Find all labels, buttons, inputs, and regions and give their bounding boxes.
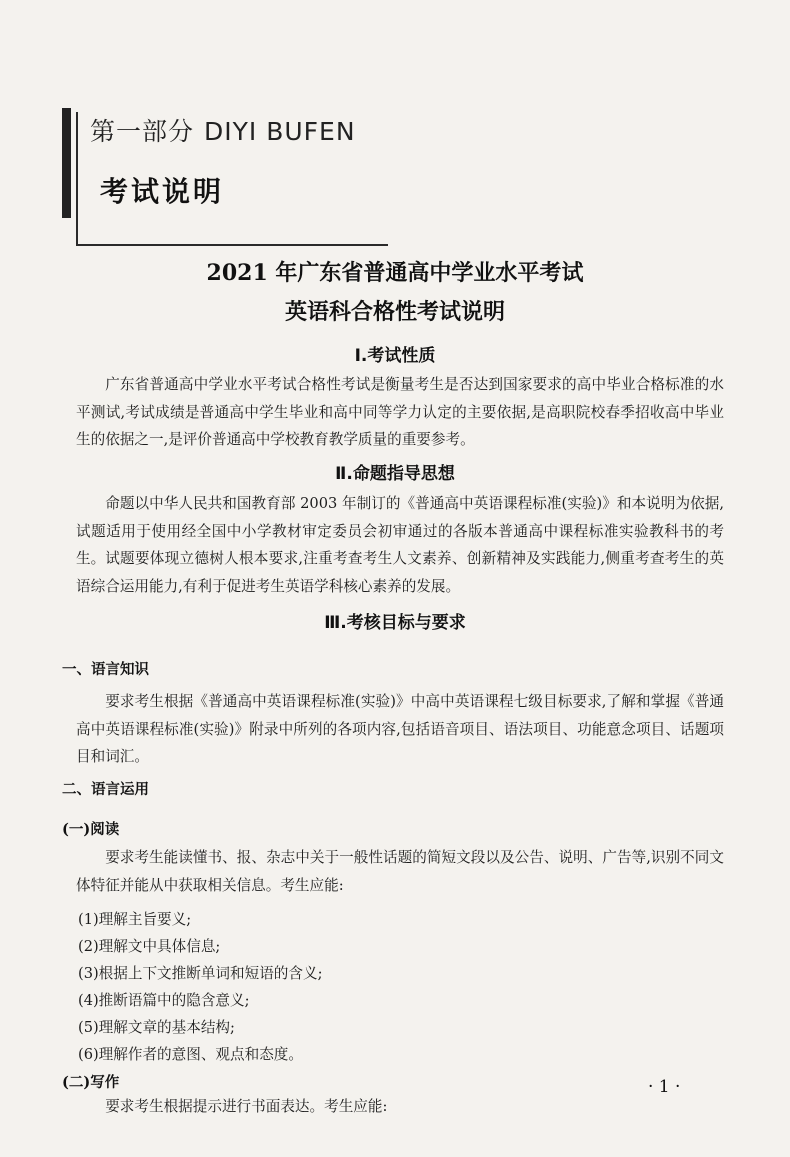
section-heading-2: Ⅱ.命题指导思想 [335,464,455,484]
section-label: 考试说明 [100,175,225,208]
language-knowledge-paragraph: 要求考生根据《普通高中英语课程标准(实验)》中高中英语课程七级目标要求,了解和掌握《普通高中英语课程标准(实验)》附录中所列的各项内容,包括语音项目、语法项目、功能意念项目、话题项目和词汇。 [76,693,724,765]
part-pinyin: DIYI BUFEN [204,117,356,146]
bleed-through-texture [470,74,474,89]
header-accent-bar [62,108,71,218]
reading-paragraph: 要求考生能读懂书、报、杂志中关于一般性话题的简短文段以及公告、说明、广告等,识别不同文体特征并能从中获取相关信息。考生应能: [76,849,724,894]
section-heading-1: Ⅰ.考试性质 [354,346,436,366]
subsection-heading-language-knowledge: 一、语言知识 [62,662,149,678]
writing-heading: (二)写作 [62,1074,120,1091]
section-heading-3: Ⅲ.考核目标与要求 [324,613,466,633]
part-title [90,112,356,148]
section-2-paragraph-1: 命题以中华人民共和国教育部 2003 年制订的《普通高中英语课程标准(实验)》和本说明为依据,试题适用于使用经全国中小学教材审定委员会初审通过的各版本普通高中课程标准实验教科书的考生。 [76,495,724,567]
section-1-paragraph: 广东省普通高中学业水平考试合格性考试是衡量考生是否达到国家要求的高中毕业合格标准的水平测试,考试成绩是普通高中学生毕业和高中同等学力认定的主要依据,是高职院校春季招收高中毕业生的依据之一,是评价普通高中学校教育教学质量的重要参考。 [76,376,724,448]
reading-list-item: (1)理解主旨要义; [78,911,192,928]
section-2-paragraph-2: 试题要体现立德树人根本要求,注重考查考生人文素养、创新精神及实践能力,侧重考查考生的英语综合运用能力,有利于促进考生英语学科核心素养的发展。 [76,550,724,595]
document-title-line1: 2021 年广东省普通高中学业水平考试 [206,260,584,286]
page-number: · 1 · [648,1077,681,1097]
part-label: 第一部分 [90,117,195,146]
writing-paragraph: 要求考生根据提示进行书面表达。考生应能: [105,1098,388,1115]
reading-list-item: (6)理解作者的意图、观点和态度。 [78,1046,303,1063]
reading-list-item: (3)根据上下文推断单词和短语的含义; [78,965,323,982]
subsection-heading-language-use: 二、语言运用 [62,782,149,798]
reading-heading: (一)阅读 [62,821,120,838]
reading-list-item: (2)理解文中具体信息; [78,938,221,955]
document-title-line2: 英语科合格性考试说明 [284,299,505,325]
reading-list-item: (5)理解文章的基本结构; [78,1019,235,1036]
reading-list-item: (4)推断语篇中的隐含意义; [78,992,250,1009]
